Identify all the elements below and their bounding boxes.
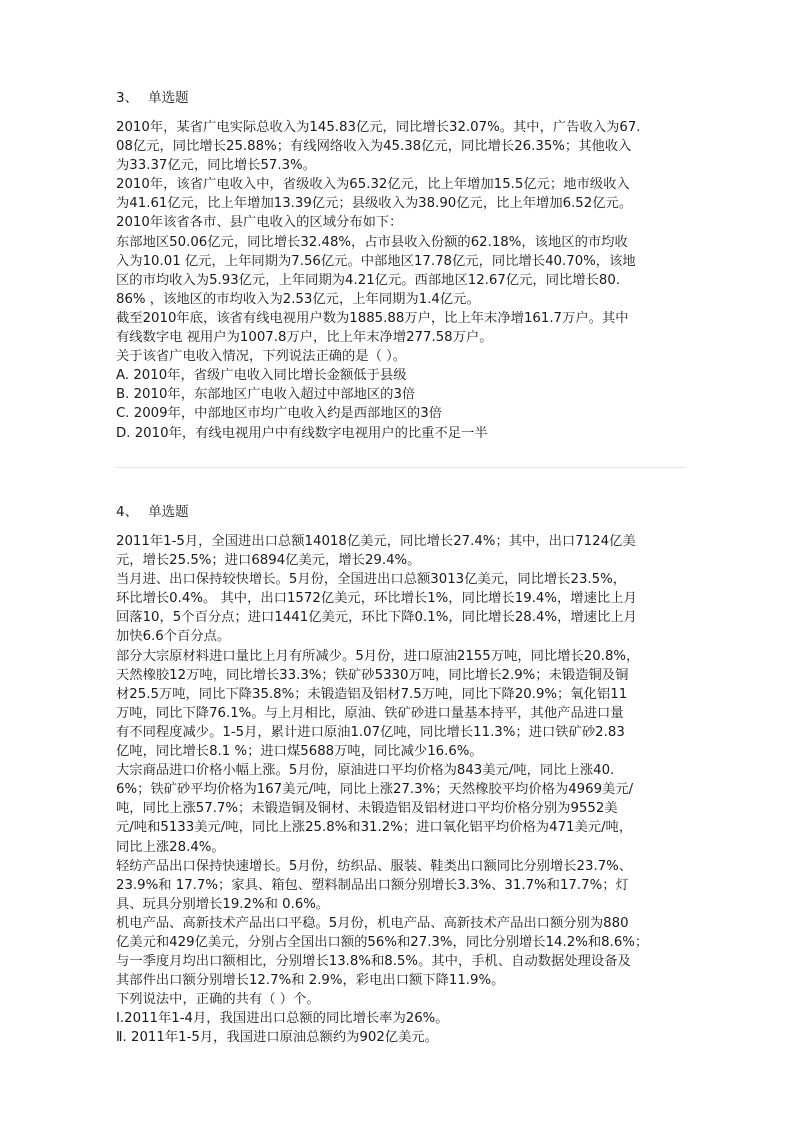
question-header: [116, 502, 688, 522]
question-prompt: 关于该省广电收入情况，下列说法正确的是（ ）。: [116, 349, 407, 365]
option-c: C. 2009年，中部地区市均广电收入约是西部地区的3倍: [116, 406, 442, 422]
question-text-line: 2010年，该省广电收入中，省级收入为65.32亿元，比上年增加15.5亿元；地市级收入: [116, 177, 630, 193]
question-text-line: 东部地区50.06亿元，同比增长32.48%，占市县收入份额的62.18%，该地区的市均收: [116, 234, 628, 250]
question-text-line: 86% ，该地区的市均收入为2.53亿元，上年同期为1.4亿元。: [116, 291, 480, 307]
option-d: D. 2010年，有线电视用户中有线数字电视用户的比重不足一半: [116, 425, 488, 441]
question-text-line: 入为10.01 亿元，上年同期为7.56亿元。中部地区17.78亿元，同比增长40.70%，该地: [116, 253, 636, 269]
statement-ii: Ⅱ. 2011年1-5月，我国进口原油总额约为902亿美元。: [116, 1030, 438, 1046]
question-text-line: 与一季度月均出口额相比，分别增长13.8%和8.5%。其中，手机、自动数据处理设备及: [116, 954, 631, 970]
question-text-line: 吨，同比上涨57.7%；未锻造铜及铜材、未锻造铝及铝材进口平均价格分别为9552美: [116, 801, 618, 817]
question-text-line: 区的市均收入为5.93亿元，上年同期为4.21亿元。西部地区12.67亿元，同比增长80.: [116, 272, 621, 288]
question-text-line: 机电产品、高新技术产品出口平稳。5月份，机电产品、高新技术产品出口额分别为880: [116, 915, 629, 931]
question-type: 单选题: [148, 504, 189, 520]
question-3: [116, 88, 688, 443]
question-separator: 、: [124, 504, 139, 520]
question-text-line: 环比增长0.4%。 其中，出口1572亿美元，环比增长1%，同比增长19.4%，增速比上月: [116, 591, 637, 607]
question-text-line: 大宗商品进口价格小幅上涨。5月份，原油进口平均价格为843美元/吨，同比上涨40.: [116, 763, 615, 779]
question-text-line: 部分大宗原材料进口量比上月有所减少。5月份，进口原油2155万吨，同比增长20.8%，: [116, 648, 640, 664]
question-text-line: 为41.61亿元，比上年增加13.39亿元；县级收入为38.90亿元，比上年增加6.52亿元。: [116, 196, 633, 212]
question-number: 3: [116, 90, 125, 106]
section-divider: [116, 467, 686, 468]
question-text-line: 亿美元和429亿美元，分别占全国出口额的56%和27.3%，同比分别增长14.2%和8.6%；: [116, 934, 649, 950]
question-text-line: 回落10，5个百分点；进口1441亿美元，环比下降0.1%，同比增长28.4%，增速比上月: [116, 610, 637, 626]
question-text-line: 其部件出口额分别增长12.7%和 2.9%，彩电出口额下降11.9%。: [116, 973, 505, 989]
question-text-line: 为33.37亿元，同比增长57.3%。: [116, 158, 316, 174]
question-text-line: 天然橡胶12万吨，同比增长33.3%；铁矿砂5330万吨，同比增长2.9%；未锻造铜及铜: [116, 667, 629, 683]
question-text-line: 截至2010年底，该省有线电视用户数为1885.88万户，比上年末净增161.7万户。其中: [116, 310, 629, 326]
question-number: 4: [116, 504, 125, 520]
question-body: [116, 532, 688, 1048]
question-text-line: 元/吨和5133美元/吨，同比上涨25.8%和31.2%；进口氧化铝平均价格为471美元/吨，: [116, 820, 633, 836]
question-body: [116, 118, 688, 443]
question-text-line: 加快6.6个百分点。: [116, 629, 231, 645]
question-text-line: 具、玩具分别增长19.2%和 0.6%。: [116, 896, 330, 912]
option-a: A. 2010年，省级广电收入同比增长金额低于县级: [116, 368, 407, 384]
question-text-line: 轻纺产品出口保持快速增长。5月份，纺织品、服装、鞋类出口额同比分别增长23.7%、: [116, 858, 633, 874]
question-text-line: 元，增长25.5%；进口6894亿美元，增长29.4%。: [116, 553, 421, 569]
question-prompt: 下列说法中，正确的共有（ ）个。: [116, 992, 320, 1008]
question-separator: 、: [124, 90, 139, 106]
question-text-line: 有线数字电 视用户为1007.8万户，比上年末净增277.58万户。: [116, 330, 493, 346]
question-text-line: 6%；铁矿砂平均价格为167美元/吨，同比上涨27.3%；天然橡胶平均价格为4969美元/: [116, 782, 634, 798]
question-text-line: 同比上涨28.4%。: [116, 839, 225, 855]
question-text-line: 材25.5万吨，同比下降35.8%；未锻造铝及铝材7.5万吨，同比下降20.9%；氧化铝11: [116, 686, 628, 702]
question-type: 单选题: [148, 90, 189, 106]
option-b: B. 2010年，东部地区广电收入超过中部地区的3倍: [116, 387, 416, 403]
question-header: [116, 88, 688, 108]
question-text-line: 2011年1-5月，全国进出口总额14018亿美元，同比增长27.4%；其中，出口7124亿美: [116, 534, 636, 549]
statement-i: Ⅰ.2011年1-4月，我国进出口总额的同比增长率为26%。: [116, 1011, 449, 1027]
question-text-line: 08亿元，同比增长25.88%；有线网络收入为45.38亿元，同比增长26.35%；其他收入: [116, 139, 632, 155]
question-text-line: 当月进、出口保持较快增长。5月份，全国进出口总额3013亿美元，同比增长23.5%，: [116, 572, 627, 588]
question-text-line: 万吨，同比下降76.1%。与上月相比，原油、铁矿砂进口量基本持平，其他产品进口量: [116, 705, 624, 721]
question-text-line: 2010年，某省广电实际总收入为145.83亿元，同比增长32.07%。其中，广告收入为67.: [116, 120, 641, 135]
question-text-line: 23.9%和 17.7%；家具、箱包、塑料制品出口额分别增长3.3%、31.7%和17.7%；灯: [116, 877, 629, 893]
question-text-line: 2010年该省各市、县广电收入的区域分布如下：: [116, 215, 403, 231]
question-text-line: 亿吨，同比增长8.1 %；进口煤5688万吨，同比减少16.6%。: [116, 744, 483, 760]
question-4: [116, 502, 688, 1048]
question-text-line: 有不同程度减少。1-5月，累计进口原油1.07亿吨，同比增长11.3%；进口铁矿砂2.83: [116, 724, 625, 740]
